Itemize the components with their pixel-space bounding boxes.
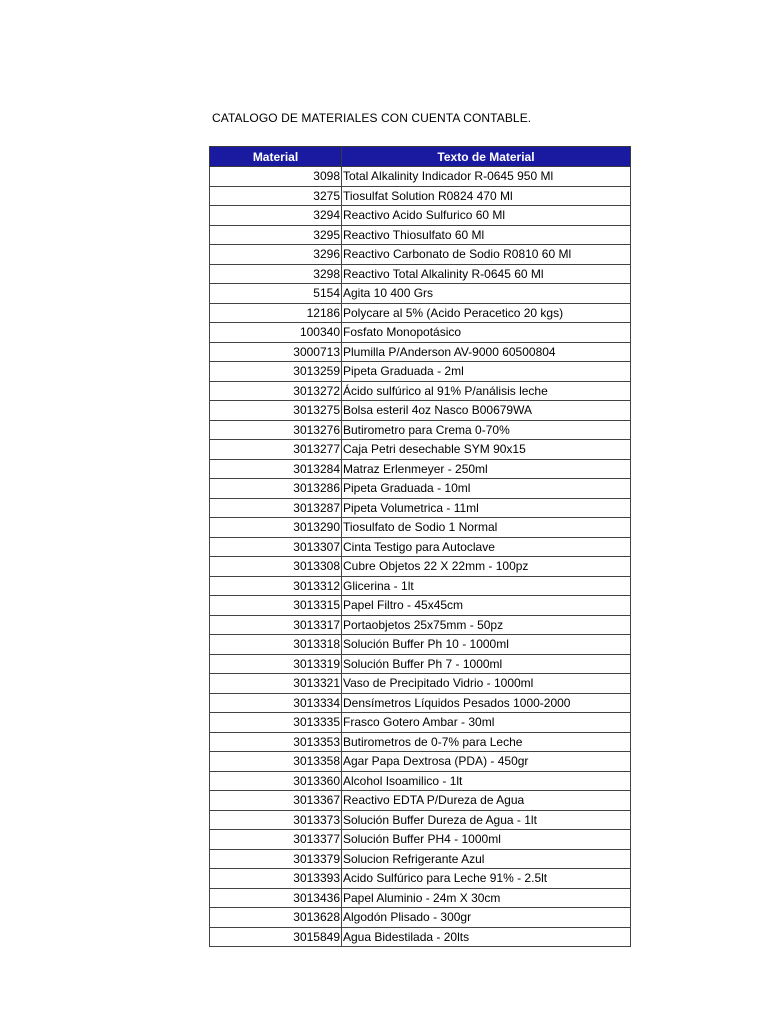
material-code-cell: 3013275 [210, 401, 342, 421]
material-code-cell: 3013353 [210, 732, 342, 752]
material-description-cell: Agar Papa Dextrosa (PDA) - 450gr [342, 752, 631, 772]
material-description-cell: Solución Buffer PH4 - 1000ml [342, 830, 631, 850]
materials-table [209, 146, 631, 947]
table-row [210, 284, 631, 304]
table-row [210, 908, 631, 928]
material-description-cell: Total Alkalinity Indicador R-0645 950 Ml [342, 167, 631, 187]
table-row [210, 362, 631, 382]
table-row [210, 498, 631, 518]
material-description-cell: Frasco Gotero Ambar - 30ml [342, 713, 631, 733]
material-code-cell: 3013628 [210, 908, 342, 928]
material-code-cell: 3000713 [210, 342, 342, 362]
table-row [210, 557, 631, 577]
material-description-cell: Pipeta Graduada - 2ml [342, 362, 631, 382]
material-description-cell: Butirometro para Crema 0-70% [342, 420, 631, 440]
material-description-cell: Vaso de Precipitado Vidrio - 1000ml [342, 674, 631, 694]
material-code-cell: 3013312 [210, 576, 342, 596]
material-description-cell: Portaobjetos 25x75mm - 50pz [342, 615, 631, 635]
column-header-texto-de-material: Texto de Material [342, 147, 631, 167]
material-description-cell: Caja Petri desechable SYM 90x15 [342, 440, 631, 460]
table-row [210, 186, 631, 206]
table-row [210, 206, 631, 226]
material-code-cell: 3013321 [210, 674, 342, 694]
material-code-cell: 3298 [210, 264, 342, 284]
material-description-cell: Acido Sulfúrico para Leche 91% - 2.5lt [342, 869, 631, 889]
material-description-cell: Solución Buffer Dureza de Agua - 1lt [342, 810, 631, 830]
material-description-cell: Bolsa esteril 4oz Nasco B00679WA [342, 401, 631, 421]
material-code-cell: 3013335 [210, 713, 342, 733]
material-code-cell: 3013358 [210, 752, 342, 772]
material-description-cell: Ácido sulfúrico al 91% P/análisis leche [342, 381, 631, 401]
material-code-cell: 12186 [210, 303, 342, 323]
table-row [210, 479, 631, 499]
material-code-cell: 3013334 [210, 693, 342, 713]
material-code-cell: 3013259 [210, 362, 342, 382]
table-row [210, 849, 631, 869]
table-row [210, 888, 631, 908]
table-row [210, 713, 631, 733]
table-row [210, 674, 631, 694]
material-code-cell: 3013393 [210, 869, 342, 889]
table-row [210, 381, 631, 401]
material-code-cell: 3294 [210, 206, 342, 226]
table-row [210, 830, 631, 850]
material-code-cell: 3013272 [210, 381, 342, 401]
material-code-cell: 3013367 [210, 791, 342, 811]
table-row [210, 771, 631, 791]
column-header-material: Material [210, 147, 342, 167]
material-description-cell: Butirometros de 0-7% para Leche [342, 732, 631, 752]
material-description-cell: Agita 10 400 Grs [342, 284, 631, 304]
material-code-cell: 5154 [210, 284, 342, 304]
material-description-cell: Cinta Testigo para Autoclave [342, 537, 631, 557]
material-description-cell: Reactivo Total Alkalinity R-0645 60 Ml [342, 264, 631, 284]
material-description-cell: Papel Aluminio - 24m X 30cm [342, 888, 631, 908]
table-row [210, 752, 631, 772]
table-row [210, 869, 631, 889]
table-row [210, 303, 631, 323]
material-code-cell: 3013318 [210, 635, 342, 655]
material-description-cell: Tiosulfat Solution R0824 470 Ml [342, 186, 631, 206]
material-code-cell: 3013286 [210, 479, 342, 499]
material-code-cell: 3013290 [210, 518, 342, 538]
table-row [210, 245, 631, 265]
material-code-cell: 3013284 [210, 459, 342, 479]
material-code-cell: 3098 [210, 167, 342, 187]
table-row [210, 596, 631, 616]
material-code-cell: 3013277 [210, 440, 342, 460]
material-description-cell: Algodón Plisado - 300gr [342, 908, 631, 928]
material-code-cell: 3013307 [210, 537, 342, 557]
table-row [210, 654, 631, 674]
material-code-cell: 3015849 [210, 927, 342, 947]
table-row [210, 635, 631, 655]
material-code-cell: 3013317 [210, 615, 342, 635]
table-row [210, 537, 631, 557]
material-description-cell: Solución Buffer Ph 7 - 1000ml [342, 654, 631, 674]
material-description-cell: Alcohol Isoamilico - 1lt [342, 771, 631, 791]
material-description-cell: Tiosulfato de Sodio 1 Normal [342, 518, 631, 538]
table-row [210, 323, 631, 343]
material-code-cell: 3013377 [210, 830, 342, 850]
material-description-cell: Fosfato Monopotásico [342, 323, 631, 343]
table-header-row [210, 147, 631, 167]
material-code-cell: 3013379 [210, 849, 342, 869]
material-description-cell: Cubre Objetos 22 X 22mm - 100pz [342, 557, 631, 577]
material-description-cell: Solución Buffer Ph 10 - 1000ml [342, 635, 631, 655]
table-row [210, 264, 631, 284]
material-description-cell: Glicerina - 1lt [342, 576, 631, 596]
table-row [210, 576, 631, 596]
material-description-cell: Reactivo Thiosulfato 60 Ml [342, 225, 631, 245]
material-description-cell: Densímetros Líquidos Pesados 1000-2000 [342, 693, 631, 713]
material-code-cell: 3295 [210, 225, 342, 245]
page-title: CATALOGO DE MATERIALES CON CUENTA CONTABLE. [212, 111, 532, 125]
material-code-cell: 3275 [210, 186, 342, 206]
table-body [210, 167, 631, 947]
material-code-cell: 3013436 [210, 888, 342, 908]
table-row [210, 440, 631, 460]
material-code-cell: 3013308 [210, 557, 342, 577]
table-row [210, 810, 631, 830]
material-code-cell: 3013276 [210, 420, 342, 440]
material-code-cell: 3013373 [210, 810, 342, 830]
material-description-cell: Papel Filtro - 45x45cm [342, 596, 631, 616]
table-row [210, 420, 631, 440]
table-row [210, 167, 631, 187]
material-description-cell: Matraz Erlenmeyer - 250ml [342, 459, 631, 479]
table-row [210, 401, 631, 421]
table-row [210, 615, 631, 635]
table-row [210, 927, 631, 947]
material-code-cell: 3013360 [210, 771, 342, 791]
table-row [210, 459, 631, 479]
table-row [210, 225, 631, 245]
material-code-cell: 3013315 [210, 596, 342, 616]
material-code-cell: 3296 [210, 245, 342, 265]
table-row [210, 732, 631, 752]
material-code-cell: 3013287 [210, 498, 342, 518]
table-row [210, 342, 631, 362]
material-description-cell: Solucion Refrigerante Azul [342, 849, 631, 869]
material-description-cell: Reactivo Carbonato de Sodio R0810 60 Ml [342, 245, 631, 265]
material-code-cell: 3013319 [210, 654, 342, 674]
material-description-cell: Agua Bidestilada - 20lts [342, 927, 631, 947]
table-row [210, 791, 631, 811]
table-row [210, 518, 631, 538]
material-description-cell: Plumilla P/Anderson AV-9000 60500804 [342, 342, 631, 362]
material-description-cell: Pipeta Volumetrica - 11ml [342, 498, 631, 518]
material-description-cell: Reactivo EDTA P/Dureza de Agua [342, 791, 631, 811]
material-description-cell: Reactivo Acido Sulfurico 60 Ml [342, 206, 631, 226]
table-row [210, 693, 631, 713]
material-code-cell: 100340 [210, 323, 342, 343]
material-description-cell: Polycare al 5% (Acido Peracetico 20 kgs) [342, 303, 631, 323]
material-description-cell: Pipeta Graduada - 10ml [342, 479, 631, 499]
